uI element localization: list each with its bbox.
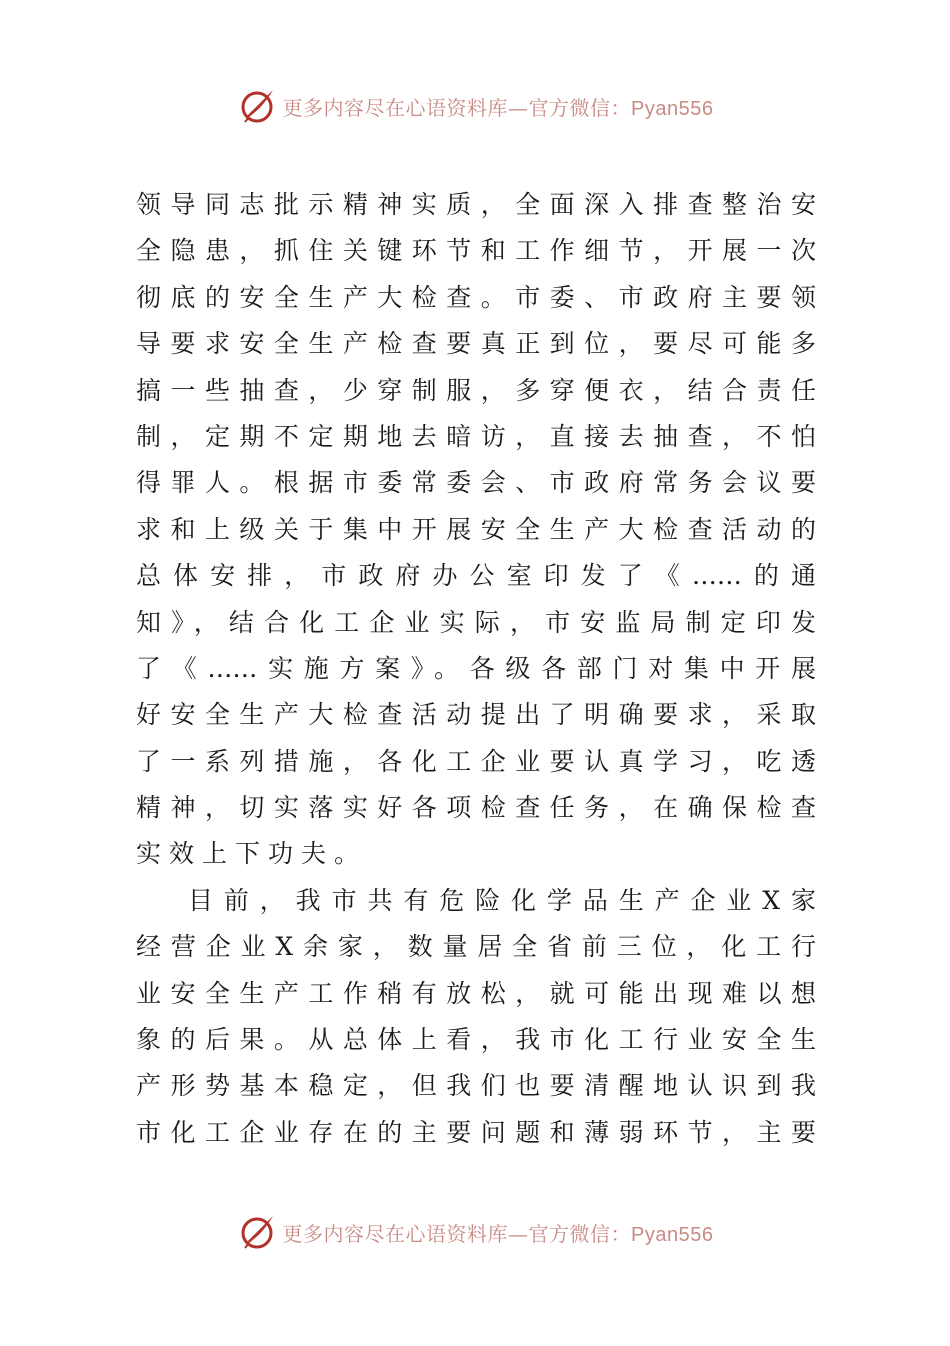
quill-logo-icon: [237, 1212, 277, 1252]
wechat-id: Pyan556: [631, 1223, 714, 1246]
text-line: 知》，结合化工企业实际，市安监局制定印发: [136, 607, 816, 637]
text-line: 经营企业X余家，数量居全省前三位，化工行: [136, 932, 816, 962]
text-line: 总体安排，市政府办公室印发了《……的通: [136, 561, 816, 591]
text-line: 市化工企业存在的主要问题和薄弱环节，主要: [136, 1117, 816, 1147]
text-line: 精神，切实落实好各项检查任务，在确保检查: [136, 793, 816, 823]
text-line: 好安全生产大检查活动提出了明确要求，采取: [136, 700, 816, 730]
text-line: 得罪人。根据市委常委会、市政府常务会议要: [136, 468, 816, 498]
text-line: 搞一些抽查，少穿制服，多穿便衣，结合责任: [136, 375, 816, 405]
text-line: 了一系列措施，各化工企业要认真学习，吃透: [136, 746, 816, 776]
footer-banner-text: 更多内容尽在心语资料库—官方微信：Pyan556: [282, 1221, 714, 1246]
text-line: 业安全生产工作稍有放松，就可能出现难以想: [136, 978, 816, 1008]
text-line: 实效上下功夫。: [136, 839, 368, 869]
header-banner-text: 更多内容尽在心语资料库—官方微信：Pyan556: [282, 95, 714, 120]
text-line: 领导同志批示精神实质，全面深入排查整治安: [136, 190, 816, 219]
text-line: 求和上级关于集中开展安全生产大检查活动的: [136, 514, 816, 544]
text-line: 全隐患，抓住关键环节和工作细节，开展一次: [136, 236, 816, 266]
text-line: 制，定期不定期地去暗访，直接去抽查，不怕: [136, 421, 816, 451]
wechat-id: Pyan556: [631, 97, 714, 120]
text-line: 产形势基本稳定，但我们也要清醒地认识到我: [136, 1071, 816, 1101]
header-banner: [0, 84, 950, 128]
text-line: 彻底的安全生产大检查。市委、市政府主要领: [136, 282, 816, 312]
footer-banner: [0, 1210, 950, 1254]
text-line: 导要求安全生产检查要真正到位，要尽可能多: [136, 329, 816, 359]
paragraph-start-line: 目前，我市共有危险化学品生产企业X家: [188, 885, 816, 915]
text-line: 象的后果。从总体上看，我市化工行业安全生: [136, 1025, 816, 1055]
quill-logo-icon: [237, 86, 277, 126]
document-body: [136, 182, 816, 1156]
text-line: 了《……实施方案》。各级各部门对集中开展: [136, 653, 816, 683]
